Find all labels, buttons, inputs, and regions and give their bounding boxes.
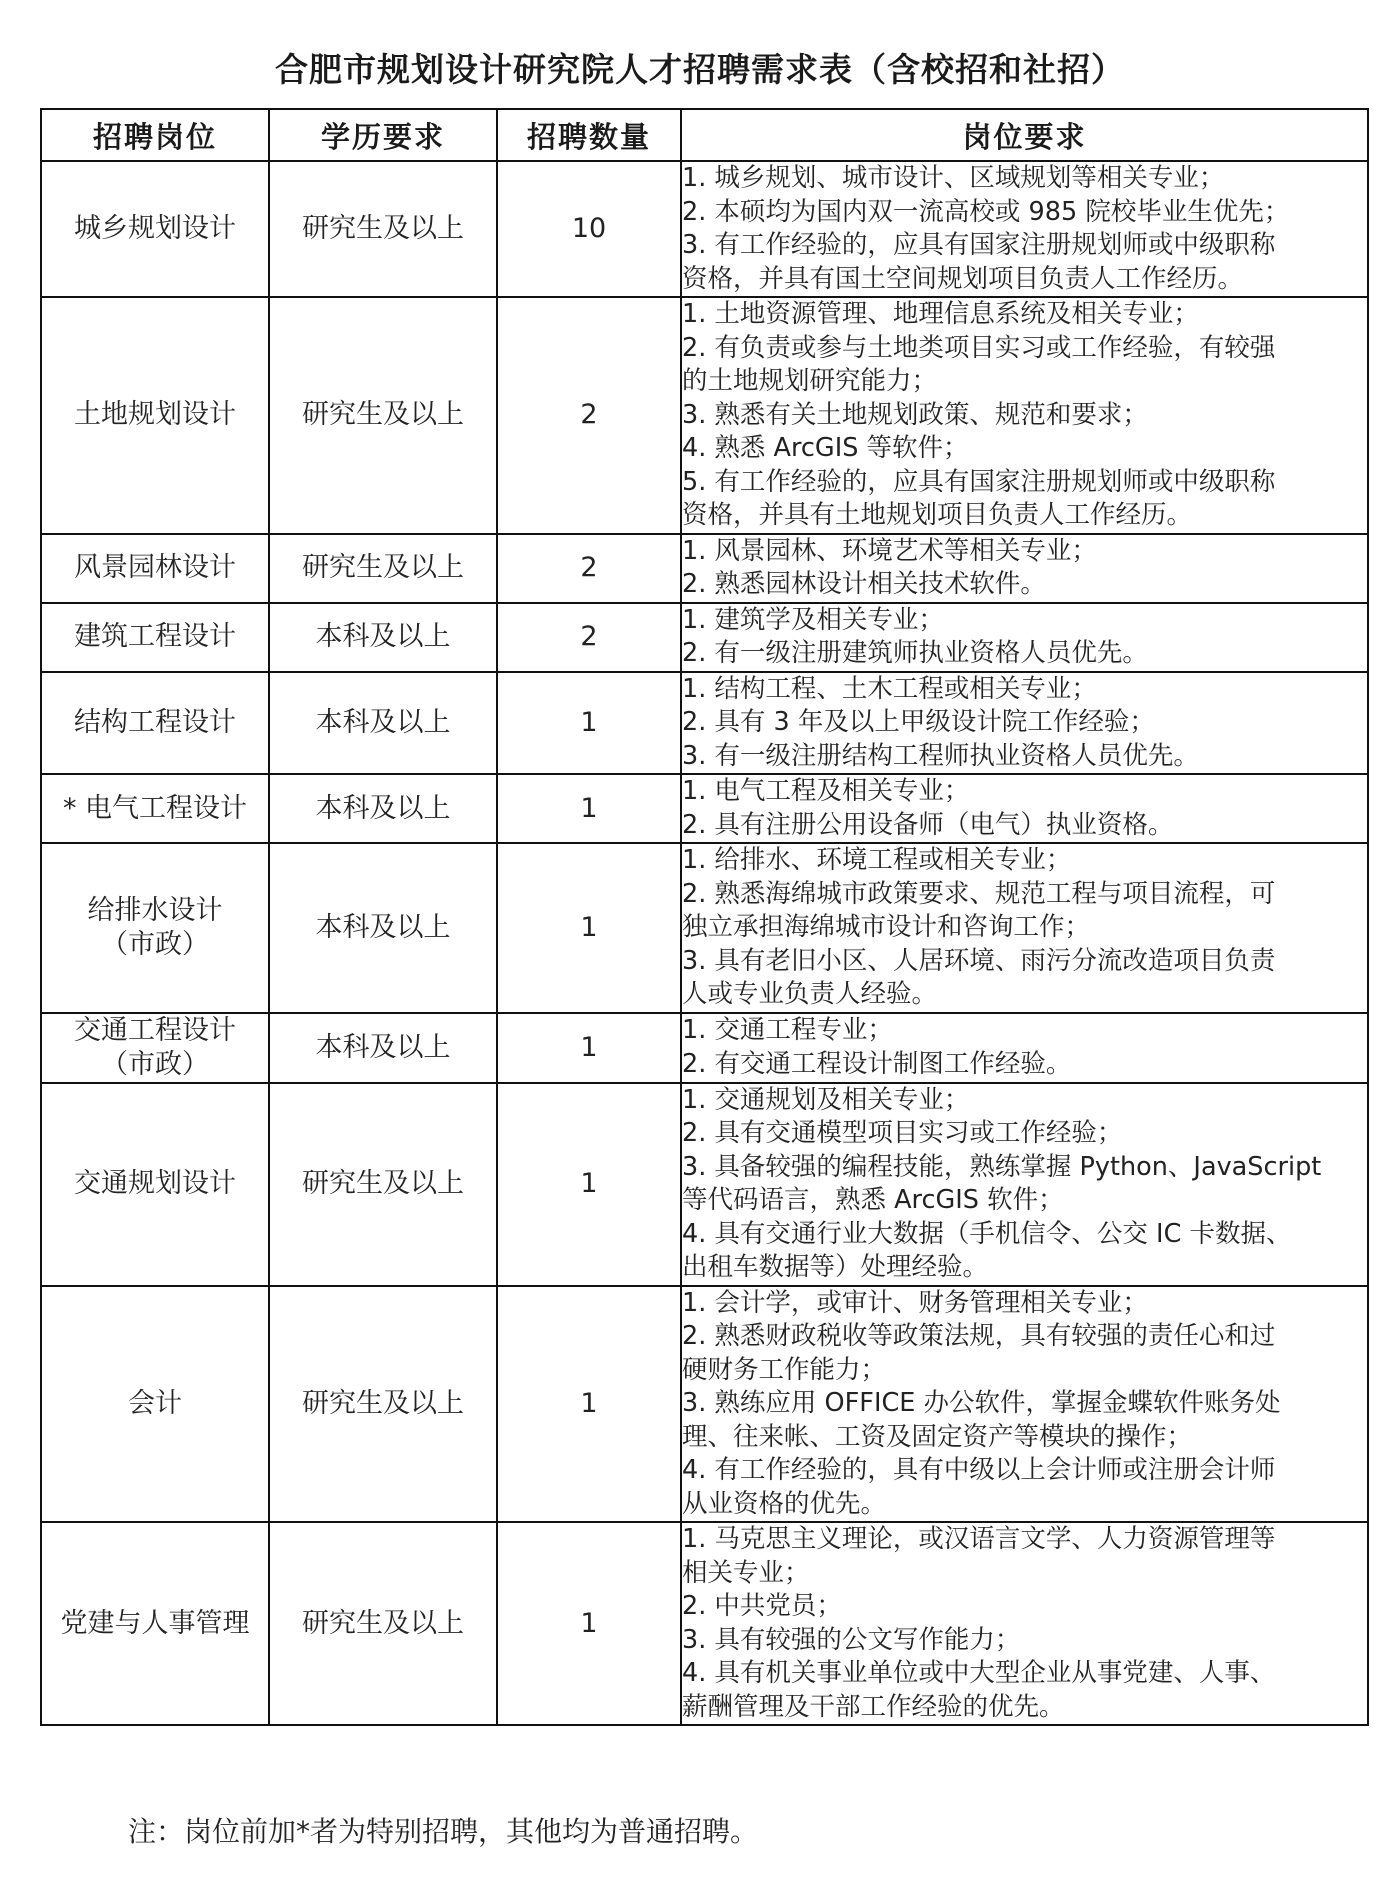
requirement-line: 1. 交通规划及相关专业； <box>682 1084 970 1115</box>
cell-position <box>41 1083 269 1286</box>
cell-requirements <box>681 1013 1368 1083</box>
table-row <box>41 534 1368 603</box>
requirement-line: 1. 风景园林、环境艺术等相关专业； <box>682 535 1097 566</box>
cell-position <box>41 843 269 1013</box>
cell-education: 本科及以上 <box>269 843 497 1013</box>
column-header-education: 学历要求 <box>269 109 497 161</box>
cell-position <box>41 774 269 843</box>
cell-count: 1 <box>497 1013 681 1083</box>
cell-education: 研究生及以上 <box>269 1522 497 1725</box>
requirement-line: 2. 熟悉海绵城市政策要求、规范工程与项目流程，可 <box>682 878 1276 909</box>
cell-position <box>41 1013 269 1083</box>
cell-count: 1 <box>497 672 681 775</box>
cell-position <box>41 1286 269 1523</box>
requirement-line: 1. 建筑学及相关专业； <box>682 604 944 635</box>
table-row <box>41 843 1368 1013</box>
requirement-line: 出租车数据等）处理经验。 <box>682 1252 989 1282</box>
cell-requirements <box>681 672 1368 775</box>
requirement-line: 2. 有负责或参与土地类项目实习或工作经验，有较强 <box>682 332 1276 363</box>
position-name: 建筑工程设计 <box>74 621 236 652</box>
requirement-line: 理、往来帐、工资及固定资产等模块的操作； <box>682 1421 1193 1452</box>
cell-requirements <box>681 603 1368 672</box>
requirement-line: 相关专业； <box>682 1557 810 1588</box>
requirement-line: 4. 具有交通行业大数据（手机信令、公交 IC 卡数据、 <box>682 1218 1292 1249</box>
cell-requirements <box>681 843 1368 1013</box>
column-header-position: 招聘岗位 <box>41 109 269 161</box>
requirement-line: 2. 具有注册公用设备师（电气）执业资格。 <box>682 809 1174 840</box>
requirement-line: 3. 具有老旧小区、人居环境、雨污分流改造项目负责 <box>682 945 1276 976</box>
requirement-line: 独立承担海绵城市设计和咨询工作； <box>682 912 1091 942</box>
cell-requirements <box>681 534 1368 603</box>
cell-requirements <box>681 1286 1368 1523</box>
cell-count: 1 <box>497 1083 681 1286</box>
cell-education: 研究生及以上 <box>269 161 497 297</box>
cell-count: 2 <box>497 297 681 534</box>
cell-education: 研究生及以上 <box>269 534 497 603</box>
cell-count: 2 <box>497 603 681 672</box>
requirement-line: 3. 有一级注册结构工程师执业资格人员优先。 <box>682 740 1199 771</box>
position-name: 会计 <box>128 1387 182 1419</box>
cell-requirements <box>681 774 1368 843</box>
position-name: 交通规划设计 <box>74 1168 236 1199</box>
requirement-line: 3. 熟练应用 OFFICE 办公软件，掌握金蝶软件账务处 <box>682 1388 1281 1418</box>
cell-position <box>41 297 269 534</box>
requirement-line: 从业资格的优先。 <box>682 1488 887 1519</box>
requirement-line: 1. 土地资源管理、地理信息系统及相关专业； <box>682 299 1199 329</box>
table-row <box>41 1013 1368 1083</box>
requirement-line: 1. 给排水、环境工程或相关专业； <box>682 845 1072 875</box>
table-row <box>41 297 1368 534</box>
position-name: 土地规划设计 <box>74 399 236 431</box>
requirement-line: 3. 具备较强的编程技能，熟练掌握 Python、JavaScript <box>682 1151 1322 1182</box>
requirement-line: 2. 中共党员； <box>682 1591 842 1621</box>
page-title: 合肥市规划设计研究院人才招聘需求表（含校招和社招） <box>275 50 1125 89</box>
cell-requirements <box>681 297 1368 534</box>
table-row <box>41 1083 1368 1286</box>
cell-education: 本科及以上 <box>269 774 497 843</box>
requirement-line: 资格，并具有国土空间规划项目负责人工作经历。 <box>682 263 1244 294</box>
table-row <box>41 161 1368 297</box>
requirement-line: 4. 有工作经验的，具有中级以上会计师或注册会计师 <box>682 1455 1276 1485</box>
table-row <box>41 1522 1368 1725</box>
cell-position <box>41 603 269 672</box>
recruitment-table <box>40 108 1369 1726</box>
requirement-line: 2. 有一级注册建筑师执业资格人员优先。 <box>682 638 1148 668</box>
cell-position <box>41 1522 269 1725</box>
requirement-line: 1. 会计学，或审计、财务管理相关专业； <box>682 1287 1148 1318</box>
requirement-line: 1. 电气工程及相关专业； <box>682 776 970 806</box>
requirement-line: 等代码语言，熟悉 ArcGIS 软件； <box>682 1185 1064 1215</box>
cell-count: 2 <box>497 534 681 603</box>
position-name: 给排水设计 <box>87 894 223 926</box>
cell-count: 10 <box>497 161 681 297</box>
position-name: 结构工程设计 <box>74 706 236 738</box>
position-name: 交通工程设计 <box>74 1014 236 1046</box>
cell-count: 1 <box>497 1522 681 1725</box>
cell-position <box>41 161 269 297</box>
position-name: * 电气工程设计 <box>62 792 248 824</box>
column-header-count: 招聘数量 <box>497 109 681 161</box>
cell-education: 研究生及以上 <box>269 1083 497 1286</box>
requirement-line: 4. 熟悉 ArcGIS 等软件； <box>682 433 969 463</box>
cell-education: 本科及以上 <box>269 672 497 775</box>
requirement-line: 人或专业负责人经验。 <box>682 979 938 1009</box>
cell-education: 研究生及以上 <box>269 297 497 534</box>
requirement-line: 1. 结构工程、土木工程或相关专业； <box>682 673 1097 704</box>
cell-count: 1 <box>497 1286 681 1523</box>
column-header-requirements: 岗位要求 <box>681 109 1368 161</box>
table-row <box>41 1286 1368 1523</box>
requirement-line: 薪酬管理及干部工作经验的优先。 <box>682 1691 1065 1722</box>
table-row <box>41 672 1368 775</box>
requirement-line: 3. 具有较强的公文写作能力； <box>682 1624 1021 1655</box>
cell-position <box>41 534 269 603</box>
cell-count: 1 <box>497 843 681 1013</box>
requirement-line: 资格，并具有土地规划项目负责人工作经历。 <box>682 500 1193 530</box>
cell-requirements <box>681 1522 1368 1725</box>
requirement-line: 1. 马克思主义理论，或汉语言文学、人力资源管理等 <box>682 1524 1276 1554</box>
position-name: 城乡规划设计 <box>74 213 236 244</box>
cell-position <box>41 672 269 775</box>
table-header-row <box>41 109 1368 161</box>
table-row <box>41 774 1368 843</box>
requirement-line: 5. 有工作经验的，应具有国家注册规划师或中级职称 <box>682 466 1276 497</box>
requirement-line: 2. 熟悉财政税收等政策法规，具有较强的责任心和过 <box>682 1321 1276 1351</box>
requirement-line: 2. 有交通工程设计制图工作经验。 <box>682 1048 1072 1079</box>
requirement-line: 2. 本硕均为国内双一流高校或 985 院校毕业生优先； <box>682 196 1290 227</box>
requirement-line: 2. 具有 3 年及以上甲级设计院工作经验； <box>682 707 1155 737</box>
requirement-line: 2. 熟悉园林设计相关技术软件。 <box>682 569 1046 599</box>
requirement-line: 3. 熟悉有关土地规划政策、规范和要求； <box>682 399 1148 430</box>
requirement-line: 1. 城乡规划、城市设计、区域规划等相关专业； <box>682 163 1225 193</box>
cell-requirements <box>681 161 1368 297</box>
requirement-line: 的土地规划研究能力； <box>682 366 938 396</box>
position-name: （市政） <box>101 1048 209 1080</box>
footnote: 注：岗位前加*者为特别招聘，其他均为普通招聘。 <box>128 1815 759 1848</box>
cell-requirements <box>681 1083 1368 1286</box>
cell-education: 本科及以上 <box>269 603 497 672</box>
requirement-line: 2. 具有交通模型项目实习或工作经验； <box>682 1118 1123 1148</box>
cell-count: 1 <box>497 774 681 843</box>
cell-education: 本科及以上 <box>269 1013 497 1083</box>
position-name: 风景园林设计 <box>74 552 236 583</box>
position-name: 党建与人事管理 <box>60 1607 250 1639</box>
requirement-line: 3. 有工作经验的，应具有国家注册规划师或中级职称 <box>682 230 1276 260</box>
requirement-line: 硬财务工作能力； <box>682 1354 887 1385</box>
table-body <box>41 161 1368 1725</box>
cell-education: 研究生及以上 <box>269 1286 497 1523</box>
requirement-line: 1. 交通工程专业； <box>682 1015 893 1045</box>
requirement-line: 4. 具有机关事业单位或中大型企业从事党建、人事、 <box>682 1658 1276 1688</box>
position-name: （市政） <box>101 928 209 960</box>
table-row <box>41 603 1368 672</box>
